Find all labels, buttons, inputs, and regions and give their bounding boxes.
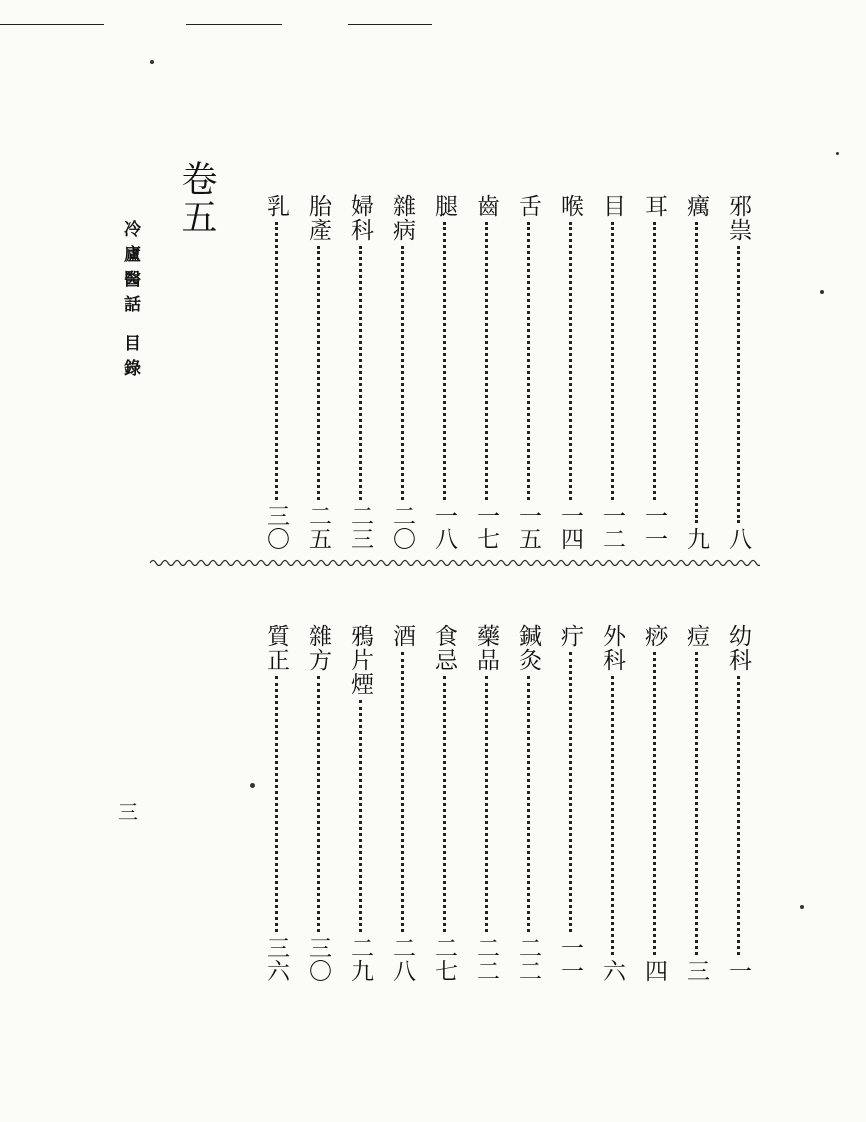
toc-entry [721,624,755,982]
dot-leader [317,676,320,932]
dot-leader [611,676,614,955]
toc-entry-title: 藥品 [473,624,499,672]
dot-leader [485,222,488,500]
toc-entry-page: 一一 [641,504,667,550]
running-title [118,220,143,384]
toc-entry-title: 鴉片煙 [347,624,373,696]
toc-entry-page: 三六 [263,936,289,982]
toc-entry-title: 雜病 [389,194,415,242]
section-title: 目錄 [120,334,140,384]
toc-entry-page: 二八 [389,936,415,982]
toc-entry [301,194,335,550]
toc-entry [427,624,461,982]
dot-leader [695,222,698,523]
toc-entry-page: 二三 [347,504,373,550]
dot-leader [653,222,656,500]
toc-entry [469,624,503,982]
toc-entry [511,624,545,982]
book-title: 冷廬醫話 [120,220,140,320]
dot-leader [611,222,614,500]
toc-entry-page: 四 [641,959,667,982]
dot-leader [275,222,278,500]
toc-entry-page: 三〇 [305,936,331,982]
toc-entry [595,624,629,982]
toc-entry [553,624,587,982]
toc-entry-title: 鍼灸 [515,624,541,672]
toc-entry-page: 一 [725,959,751,982]
toc-entry [301,624,335,982]
toc-entry-page: 一七 [473,504,499,550]
volume-label: 卷五 [176,160,217,236]
ink-speck [820,290,824,294]
toc-entry-page: 一五 [515,504,541,550]
toc-entry-page: 六 [599,959,625,982]
dot-leader [443,676,446,932]
toc-entry-title: 耳 [641,194,667,218]
ink-speck [800,905,804,909]
toc-entry [553,194,587,550]
top-rule [0,24,104,25]
ink-speck [150,60,154,64]
toc-entry-page: 一八 [431,504,457,550]
toc-entry-page: 八 [725,527,751,550]
toc-entry [385,194,419,550]
toc-entry-title: 邪祟 [725,194,751,242]
dot-leader [359,700,362,932]
dot-leader [569,222,572,500]
toc-entry-title: 乳 [263,194,289,218]
toc-entry-title: 痧 [641,624,667,648]
toc-entry-title: 痘 [683,624,709,648]
toc-entry [679,194,713,550]
toc-entry-title: 疔 [557,624,583,648]
dot-leader [653,652,656,955]
dot-leader [359,246,362,500]
toc-entry-page: 二二 [515,936,541,982]
toc-entry-page: 一二 [599,504,625,550]
toc-entry-page: 二五 [305,504,331,550]
dot-leader [527,676,530,932]
toc-entry-title: 目 [599,194,625,218]
toc-entry-title: 幼科 [725,624,751,672]
toc-entry [385,624,419,982]
toc-entry-page: 九 [683,527,709,550]
dot-leader [401,652,404,932]
toc-entry [637,194,671,550]
toc-entry-title: 酒 [389,624,415,648]
toc-entry-page: 一一 [557,936,583,982]
toc-entry [343,624,377,982]
toc-entry-title: 婦科 [347,194,373,242]
toc-entry-title: 癘 [683,194,709,218]
toc-entry-title: 腿 [431,194,457,218]
page-number: 三 [118,800,138,824]
toc-entry-page: 一四 [557,504,583,550]
toc-entry-title: 喉 [557,194,583,218]
toc-entry [259,624,293,982]
toc-entry-page: 三 [683,959,709,982]
toc-entry-page: 三〇 [263,504,289,550]
toc-entry [721,194,755,550]
dot-leader [317,246,320,500]
toc-entry-title: 雜方 [305,624,331,672]
toc-entry-title: 胎產 [305,194,331,242]
toc-entry-page: 二二 [473,936,499,982]
toc-entry-page: 二〇 [389,504,415,550]
top-rule [186,24,282,25]
toc-entry [595,194,629,550]
toc-entry [343,194,377,550]
dot-leader [527,222,530,500]
toc-entry-page: 二七 [431,936,457,982]
ink-speck [836,152,839,155]
toc-entry-title: 質正 [263,624,289,672]
toc-entry [511,194,545,550]
dot-leader [695,652,698,955]
dot-leader [443,222,446,500]
toc-entry [259,194,293,550]
toc-entry-title: 外科 [599,624,625,672]
toc-entry [469,194,503,550]
toc-entry-page: 二九 [347,936,373,982]
toc-entry-title: 齒 [473,194,499,218]
wavy-divider [150,556,760,570]
toc-entry [427,194,461,550]
dot-leader [737,246,740,523]
top-rule [348,24,432,25]
toc-entry-title: 舌 [515,194,541,218]
toc-entry [637,624,671,982]
toc-entry [679,624,713,982]
dot-leader [569,652,572,932]
dot-leader [401,246,404,500]
dot-leader [275,676,278,932]
ink-speck [250,783,255,788]
dot-leader [485,676,488,932]
toc-entry-title: 食忌 [431,624,457,672]
dot-leader [737,676,740,955]
